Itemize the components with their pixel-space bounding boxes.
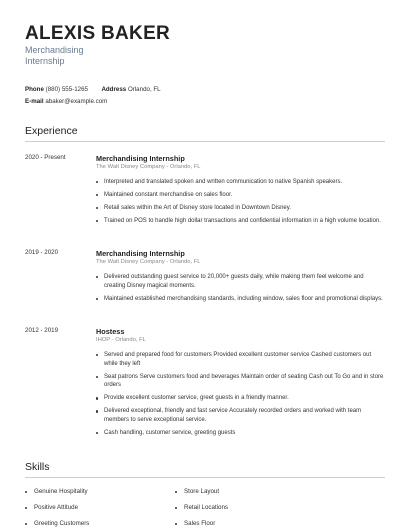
job-bullets: [96, 273, 385, 303]
bullet-icon: [96, 298, 98, 300]
bullet-icon: [96, 376, 98, 378]
bullet-icon: [96, 432, 98, 434]
phone-value: (880) 555-1265: [45, 86, 88, 93]
job-bullet: Retail sales within the Art of Disney store located in Downtown Disney.: [96, 204, 385, 213]
bullet-icon: [25, 523, 27, 525]
job-bullets: [96, 178, 385, 226]
job-company: IHOP - Orlando, FL: [96, 337, 146, 343]
bullet-icon: [25, 507, 27, 509]
job-title: Merchandising Internship: [96, 154, 185, 163]
bullet-icon: [96, 194, 98, 196]
phone-label: Phone: [25, 86, 44, 93]
skills-heading: Skills: [25, 461, 50, 473]
email-label: E-mail: [25, 98, 44, 105]
job-bullet: Seat patrons Serve customers food and beverages Maintain order of seating Cash out To Go and in store orders: [96, 373, 385, 390]
contact-line-1: [25, 86, 161, 93]
skill-item: Positive Attitude: [25, 504, 89, 512]
skill-item: Store Layout: [175, 488, 228, 496]
resume-subtitle: [25, 45, 145, 67]
job-company: The Walt Disney Company - Orlando, FL: [96, 259, 201, 265]
bullet-icon: [96, 276, 98, 278]
resume-name: ALEXIS BAKER: [25, 23, 171, 44]
job-bullet: Maintained constant merchandise on sales floor.: [96, 191, 385, 200]
job-bullet: Trained on POS to handle high dollar transactions and confidential information in a high volume location.: [96, 217, 385, 226]
bullet-icon: [96, 354, 98, 356]
job-bullet: Maintained established merchandising standards, including window, sales floor and promotional displays.: [96, 295, 385, 304]
subtitle-line-2: Internship: [25, 56, 65, 66]
job-dates: 2019 - 2020: [25, 249, 59, 256]
bullet-icon: [25, 491, 27, 493]
contact-line-2: [25, 98, 107, 105]
email-value: abaker@example.com: [45, 98, 108, 105]
job-bullet: Served and prepared food for customers Provided excellent customer service Cashed customers out while they left: [96, 351, 385, 368]
bullet-icon: [175, 507, 177, 509]
skill-item: Genuine Hospitality: [25, 488, 89, 496]
job-title: Hostess: [96, 327, 125, 336]
subtitle-line-1: Merchandising: [25, 45, 84, 55]
skill-item: Sales Floor: [175, 520, 228, 528]
bullet-icon: [96, 220, 98, 222]
job-dates: 2020 - Present: [25, 154, 66, 161]
address-value: Orlando, FL: [127, 86, 161, 93]
bullet-icon: [175, 523, 177, 525]
skills-column-right: [175, 488, 228, 530]
job-bullet: Delivered exceptional, friendly and fast service Accurately recorded orders and worked with team members to serve exceptional service.: [96, 407, 385, 424]
bullet-icon: [96, 207, 98, 209]
bullet-icon: [96, 410, 98, 412]
skills-divider: [25, 477, 385, 478]
skills-column-left: [25, 488, 89, 530]
bullet-icon: [96, 181, 98, 183]
job-bullets: [96, 351, 385, 437]
skill-item: Greeting Customers: [25, 520, 89, 528]
job-title: Merchandising Internship: [96, 249, 185, 258]
job-bullet: Delivered outstanding guest service to 20,000+ guests daily, while making them feel welcome and creating Disney magical moments.: [96, 273, 385, 290]
address-label: Address: [101, 86, 127, 93]
job-dates: 2012 - 2019: [25, 327, 59, 334]
experience-divider: [25, 141, 385, 142]
skill-item: Retail Locations: [175, 504, 228, 512]
bullet-icon: [96, 397, 98, 399]
job-bullet: Cash handling, customer service, greeting guests: [96, 429, 385, 438]
bullet-icon: [175, 491, 177, 493]
job-company: The Walt Disney Company - Orlando, FL: [96, 164, 201, 170]
job-bullet: Provide excellent customer service, greet guests in a friendly manner.: [96, 394, 385, 403]
experience-heading: Experience: [25, 125, 78, 137]
job-bullet: Interpreted and translated spoken and written communication to native Spanish speakers.: [96, 178, 385, 187]
